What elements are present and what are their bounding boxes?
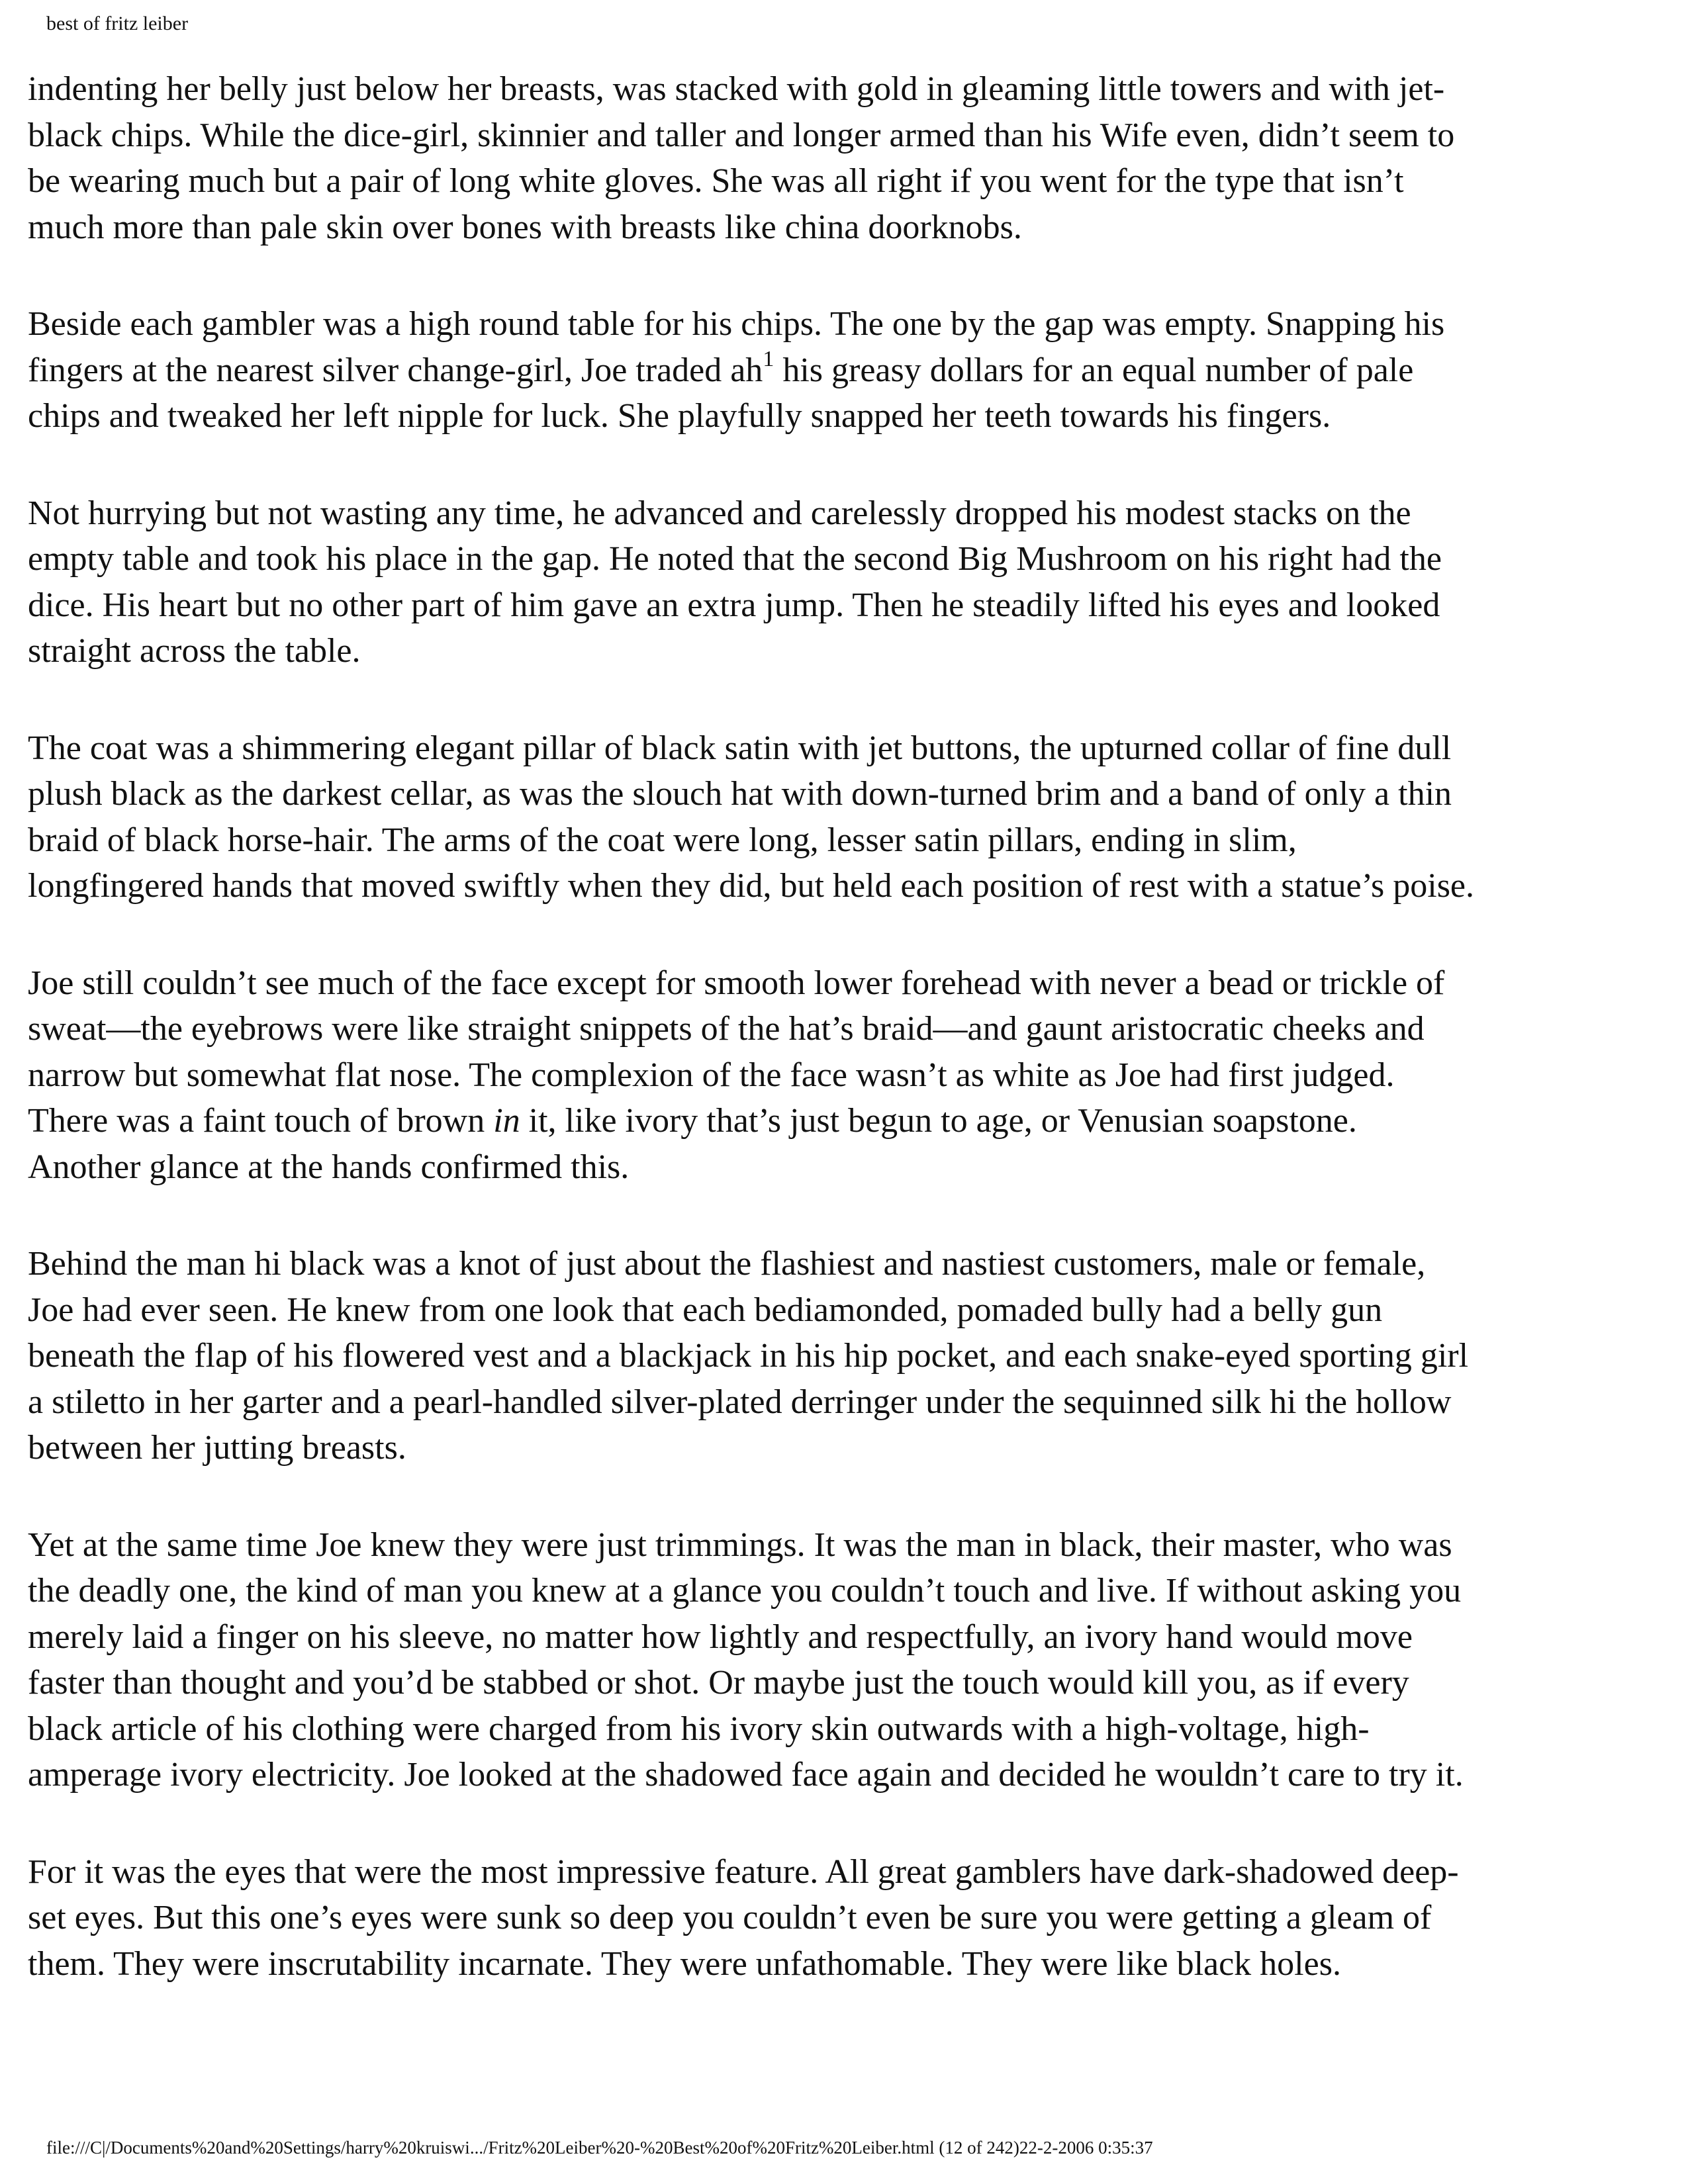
text-line: between her jutting breasts. — [28, 1429, 406, 1467]
text-segment: There was a faint touch of brown — [28, 1102, 494, 1140]
paragraph — [28, 301, 1663, 439]
text-line: merely laid a finger on his sleeve, no matter how lightly and respectfully, an ivory hand would move — [28, 1617, 1413, 1656]
paragraph — [28, 66, 1663, 250]
text-line: be wearing much but a pair of long white gloves. She was all right if you went for the type that isn’t — [28, 162, 1404, 200]
text-line: much more than pale skin over bones with breasts like china doorknobs. — [28, 208, 1022, 246]
text-line: Behind the man hi black was a knot of just about the flashiest and nastiest customers, male or female, — [28, 1245, 1426, 1283]
text-line: sweat—the eyebrows were like straight snippets of the hat’s braid—and gaunt aristocratic cheeks and — [28, 1010, 1425, 1048]
text-segment: fingers at the nearest silver change-girl, Joe traded ah — [28, 351, 763, 389]
page-footer-path: file:///C|/Documents%20and%20Settings/harry%20kruiswi.../Fritz%20Leiber%20-%20Best%20of%20Fritz%20Leiber.html (12 of 242)22-2-2006 0:35:37 — [46, 2138, 1153, 2158]
text-line: black chips. While the dice-girl, skinnier and taller and longer armed than his Wife even, didn’t seem to — [28, 116, 1455, 154]
paragraph — [28, 1849, 1663, 1987]
text-line: amperage ivory electricity. Joe looked at the shadowed face again and decided he wouldn’t care to try it. — [28, 1756, 1464, 1794]
text-line: Not hurrying but not wasting any time, he advanced and carelessly dropped his modest stacks on the — [28, 494, 1411, 532]
text-line: set eyes. But this one’s eyes were sunk so deep you couldn’t even be sure you were getting a gleam of — [28, 1899, 1432, 1936]
text-line: Beside each gambler was a high round table for his chips. The one by the gap was empty. Snapping his — [28, 305, 1445, 343]
text-line: them. They were inscrutability incarnate. They were unfathomable. They were like black holes. — [28, 1944, 1341, 1983]
text-line: indenting her belly just below her breasts, was stacked with gold in gleaming little towers and with jet- — [28, 70, 1445, 108]
text-line: the deadly one, the kind of man you knew at a glance you couldn’t touch and live. If without asking you — [28, 1572, 1462, 1610]
text-segment: it, like ivory that’s just begun to age, or Venusian soapstone. — [520, 1102, 1357, 1140]
text-line: braid of black horse-hair. The arms of the coat were long, lesser satin pillars, ending in slim, — [28, 821, 1297, 859]
text-line: The coat was a shimmering elegant pillar of black satin with jet buttons, the upturned collar of fine dull — [28, 729, 1452, 767]
paragraph — [28, 1241, 1663, 1471]
text-line: straight across the table. — [28, 632, 361, 670]
text-line: Another glance at the hands confirmed this. — [28, 1148, 630, 1186]
text-line: beneath the flap of his flowered vest and a blackjack in his hip pocket, and each snake-eyed sporting girl — [28, 1337, 1469, 1375]
text-line: chips and tweaked her left nipple for luck. She playfully snapped her teeth towards his fingers. — [28, 397, 1331, 435]
document-body — [28, 66, 1663, 2038]
text-line: longfingered hands that moved swiftly when they did, but held each position of rest with a statue’s poise. — [28, 867, 1475, 905]
text-line: Joe had ever seen. He knew from one look that each bediamonded, pomaded bully had a belly gun — [28, 1291, 1383, 1329]
paragraph — [28, 725, 1663, 909]
text-line: dice. His heart but no other part of him gave an extra jump. Then he steadily lifted his eyes and looked — [28, 586, 1440, 624]
text-line: Yet at the same time Joe knew they were just trimmings. It was the man in black, their master, who was — [28, 1525, 1452, 1564]
text-line: For it was the eyes that were the most impressive feature. All great gamblers have dark-shadowed deep- — [28, 1852, 1459, 1891]
text-line: faster than thought and you’d be stabbed or shot. Or maybe just the touch would kill you, as if every — [28, 1664, 1409, 1702]
text-line: plush black as the darkest cellar, as was the slouch hat with down-turned brim and a band of only a thin — [28, 775, 1452, 813]
footnote-marker: 1 — [763, 347, 774, 372]
paragraph — [28, 960, 1663, 1191]
emphasis-text: in — [493, 1102, 520, 1140]
page-header-title: best of fritz leiber — [46, 13, 189, 34]
text-segment: his greasy dollars for an equal number of pale — [774, 351, 1414, 389]
text-line — [28, 347, 1663, 394]
text-line — [28, 1098, 1663, 1144]
text-line: empty table and took his place in the gap. He noted that the second Big Mushroom on his right had the — [28, 540, 1442, 578]
text-line: black article of his clothing were charged from his ivory skin outwards with a high-voltage, high- — [28, 1709, 1370, 1748]
text-line: narrow but somewhat flat nose. The complexion of the face wasn’t as white as Joe had first judged. — [28, 1056, 1395, 1094]
paragraph — [28, 490, 1663, 674]
text-line: Joe still couldn’t see much of the face except for smooth lower forehead with never a bead or trickle of — [28, 964, 1445, 1002]
paragraph — [28, 1522, 1663, 1798]
text-line: a stiletto in her garter and a pearl-handled silver-plated derringer under the sequinned silk hi the hollow — [28, 1383, 1452, 1421]
